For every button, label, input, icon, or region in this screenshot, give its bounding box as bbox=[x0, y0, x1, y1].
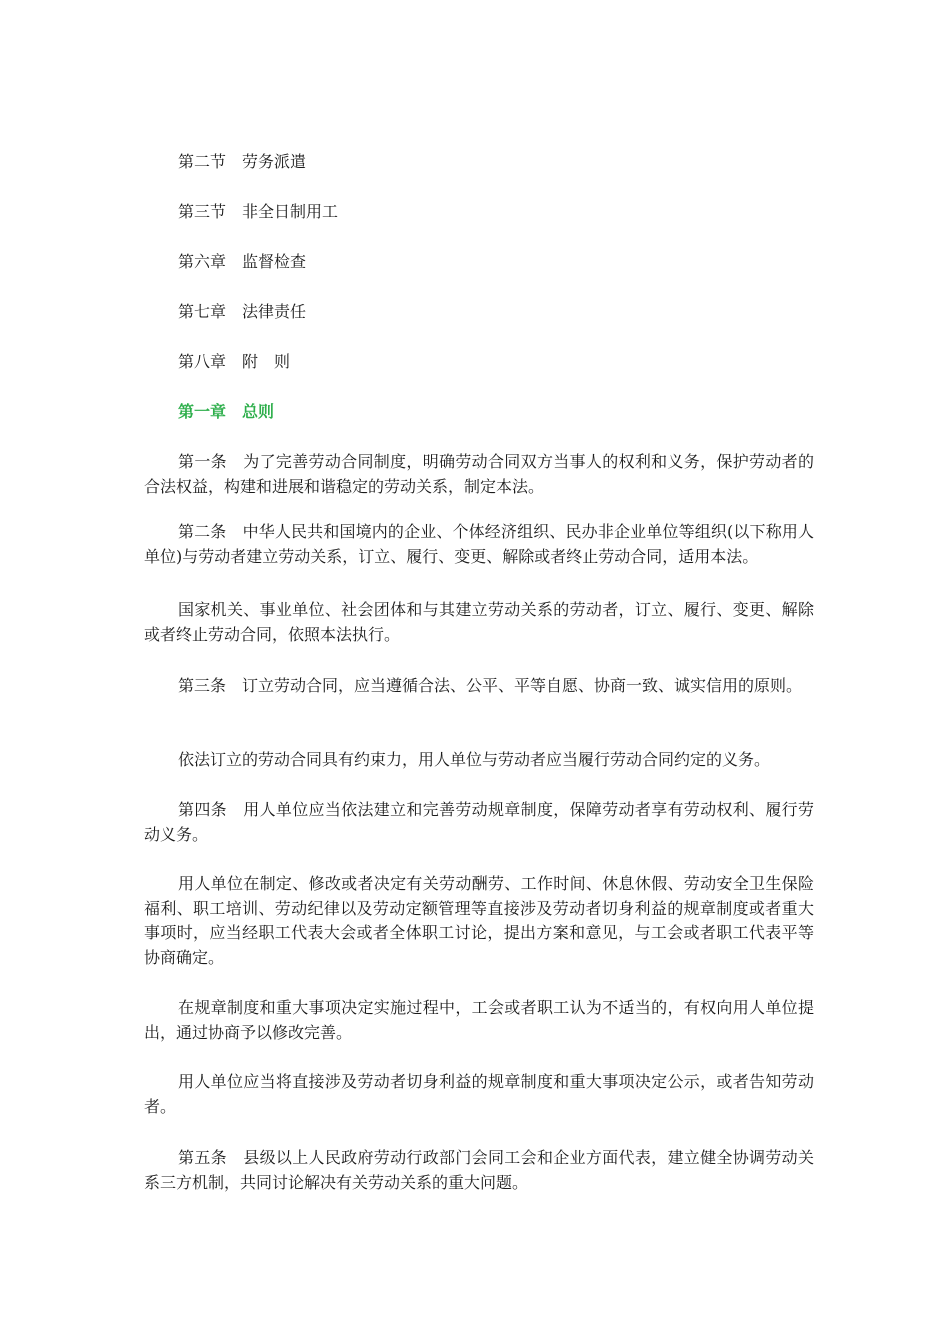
toc-line: 第二节 劳务派遣 bbox=[178, 152, 307, 171]
chapter-heading: 第一章 总则 bbox=[178, 402, 275, 421]
toc-line: 第八章 附 则 bbox=[178, 352, 291, 371]
toc-line: 第三节 非全日制用工 bbox=[178, 202, 339, 221]
paragraph: 第一条 为了完善劳动合同制度，明确劳动合同双方当事人的权利和义务，保护劳动者的合法权益，构建和进展和谐稳定的劳动关系，制定本法。 bbox=[144, 452, 814, 496]
paragraph: 用人单位应当将直接涉及劳动者切身利益的规章制度和重大事项决定公示，或者告知劳动者。 bbox=[144, 1072, 814, 1116]
toc-line: 第六章 监督检查 bbox=[178, 252, 307, 271]
paragraph: 第五条 县级以上人民政府劳动行政部门会同工会和企业方面代表，建立健全协调劳动关系三方机制，共同讨论解决有关劳动关系的重大问题。 bbox=[144, 1148, 814, 1192]
paragraph: 在规章制度和重大事项决定实施过程中，工会或者职工认为不适当的，有权向用人单位提出，通过协商予以修改完善。 bbox=[144, 998, 814, 1042]
toc-line: 第七章 法律责任 bbox=[178, 302, 307, 321]
paragraph: 用人单位在制定、修改或者决定有关劳动酬劳、工作时间、休息休假、劳动安全卫生保险福利、职工培训、劳动纪律以及劳动定额管理等直接涉及劳动者切身利益的规章制度或者重大事项时，应当经职工代表大会或者全体职工讨论，提出方案和意见，与工会或者职工代表平等协商确定。 bbox=[144, 874, 814, 967]
paragraph: 第三条 订立劳动合同，应当遵循合法、公平、平等自愿、协商一致、诚实信用的原则。 bbox=[178, 676, 803, 695]
paragraph: 国家机关、事业单位、社会团体和与其建立劳动关系的劳动者，订立、履行、变更、解除或者终止劳动合同，依照本法执行。 bbox=[144, 600, 814, 644]
paragraph: 第二条 中华人民共和国境内的企业、个体经济组织、民办非企业单位等组织(以下称用人单位)与劳动者建立劳动关系，订立、履行、变更、解除或者终止劳动合同，适用本法。 bbox=[144, 522, 814, 566]
paragraph: 依法订立的劳动合同具有约束力，用人单位与劳动者应当履行劳动合同约定的义务。 bbox=[178, 750, 771, 769]
paragraph: 第四条 用人单位应当依法建立和完善劳动规章制度，保障劳动者享有劳动权利、履行劳动义务。 bbox=[144, 800, 814, 844]
